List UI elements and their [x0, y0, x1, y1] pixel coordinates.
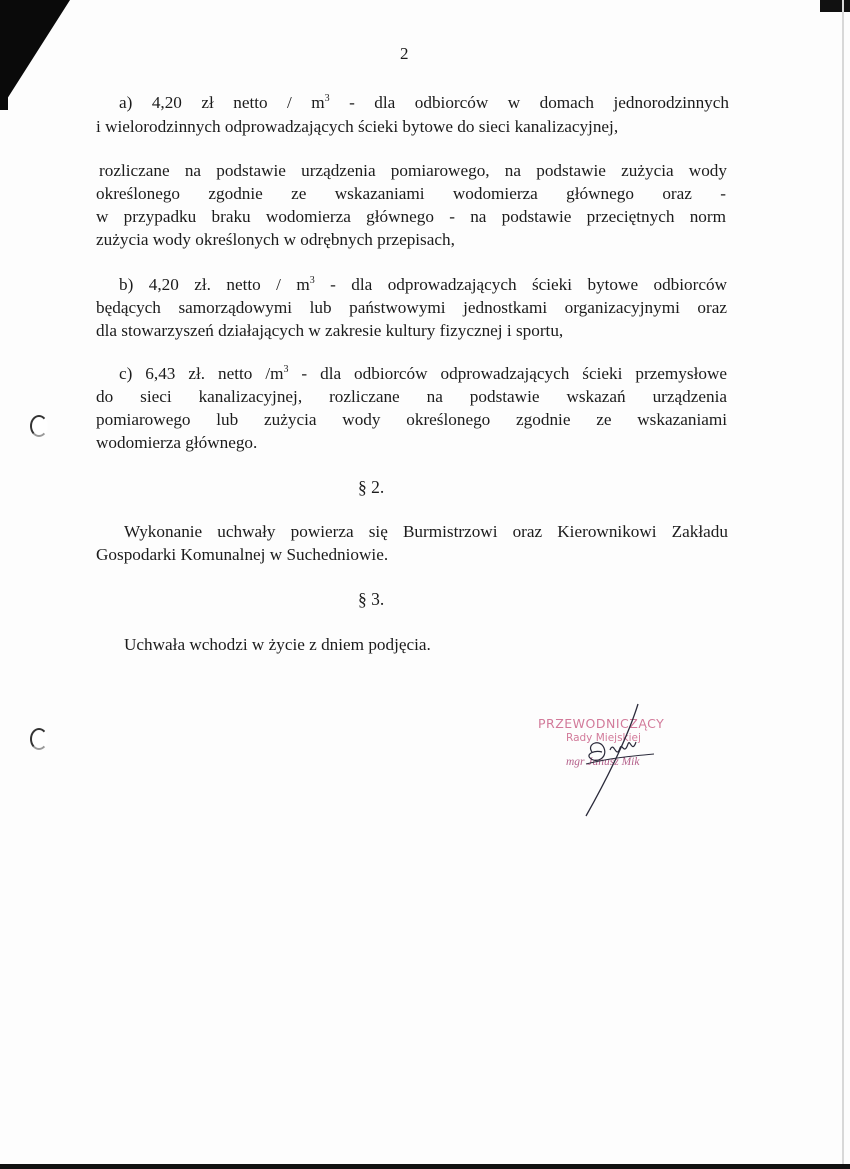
item-c-label: c) 6,43 zł. netto /m — [119, 364, 284, 383]
calc-line-4: zużycia wody określonych w odrębnych przepisach, — [96, 230, 455, 249]
scan-page-edge — [842, 0, 844, 1169]
scan-shadow-bottom — [0, 1164, 850, 1169]
calc-line-2: określonego zgodnie ze wskazaniami wodomierza głównego oraz - — [96, 184, 726, 203]
item-a-line-1 — [119, 91, 729, 115]
item-a-superscript: 3 — [324, 93, 330, 104]
scan-shadow-corner — [0, 0, 70, 110]
scan-shadow-edge — [0, 0, 8, 110]
punch-hole-bottom — [30, 728, 48, 750]
item-c-line-2: do sieci kanalizacyjnej, rozliczane na podstawie wskazań urządzenia — [96, 387, 727, 406]
item-b-line-3: dla stowarzyszeń działających w zakresie kultury fizycznej i sportu, — [96, 321, 564, 340]
item-b-line-1 — [119, 273, 727, 297]
item-a-label: a) 4,20 zł netto / m — [119, 93, 325, 112]
item-c-superscript: 3 — [283, 364, 289, 375]
section-2-line-1: Wykonanie uchwały powierza się Burmistrzowi oraz Kierownikowi Zakładu — [124, 522, 728, 541]
item-c-line-3: pomiarowego lub zużycia wody określonego zgodnie ze wskazaniami — [96, 410, 727, 429]
stamp-subtitle: Rady Miejskiej — [566, 732, 641, 744]
scan-shadow-right — [820, 0, 850, 12]
item-c-line-4: wodomierza głównego. — [96, 433, 258, 452]
stamp-name: mgr Janusz Mik — [566, 756, 640, 768]
punch-hole-top — [30, 415, 48, 437]
item-c-label-cont: - dla odbiorców odprowadzających ścieki przemysłowe — [288, 364, 727, 383]
stamp-title: PRZEWODNICZĄCY — [538, 716, 665, 731]
item-b-label: b) 4,20 zł. netto / m — [119, 275, 310, 294]
page-number: 2 — [400, 44, 409, 63]
calc-line-3: w przypadku braku wodomierza głównego - na podstawie przeciętnych norm — [96, 207, 726, 226]
section-3-heading: § 3. — [358, 589, 385, 609]
item-a-line-2: i wielorodzinnych odprowadzających ścieki bytowe do sieci kanalizacyjnej, — [96, 117, 619, 136]
item-b-superscript: 3 — [309, 275, 315, 286]
section-2-heading: § 2. — [358, 477, 385, 497]
item-b-line-2: będących samorządowymi lub państwowymi jednostkami organizacyjnymi oraz — [96, 298, 727, 317]
calc-line-1: rozliczane na podstawie urządzenia pomiarowego, na podstawie zużycia wody — [99, 161, 727, 180]
item-b-label-cont: - dla odprowadzających ścieki bytowe odbiorców — [314, 275, 727, 294]
item-c-line-1 — [119, 362, 727, 386]
section-3-text: Uchwała wchodzi w życie z dniem podjęcia. — [124, 635, 431, 654]
handwritten-signature — [530, 700, 680, 820]
section-2-line-2: Gospodarki Komunalnej w Suchedniowie. — [96, 545, 389, 564]
chairman-stamp — [530, 700, 680, 820]
item-a-label-cont: - dla odbiorców w domach jednorodzinnych — [329, 93, 729, 112]
